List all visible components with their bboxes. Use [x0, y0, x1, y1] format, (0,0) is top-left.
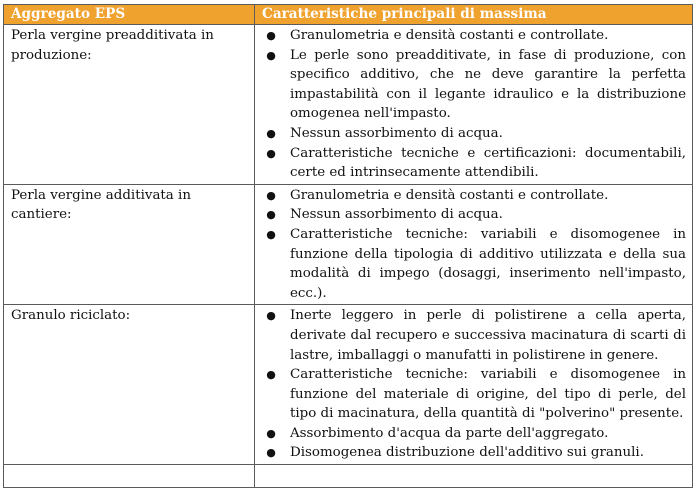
row-features-cell [255, 25, 693, 185]
list-item [262, 205, 686, 225]
bullet-icon: ● [266, 368, 276, 382]
eps-aggregate-table [3, 4, 693, 488]
bullet-icon: ● [266, 446, 276, 460]
header-aggregato-eps: Aggregato EPS [4, 5, 255, 25]
list-item [262, 225, 686, 303]
bullet-icon: ● [266, 309, 276, 323]
header-caratteristiche: Caratteristiche principali di massima [255, 5, 693, 25]
bullet-icon: ● [266, 146, 276, 160]
table-row [4, 25, 693, 185]
feature-list [262, 186, 686, 304]
table-row [4, 184, 693, 305]
list-item [262, 186, 686, 206]
list-item-text: Inerte leggero in perle di polistirene a cella aperta, derivate dal recupero e successiva macinatura di scarti di lastre, imballaggi o manufatti in polistirene in genere. [290, 308, 686, 363]
list-item-text: Caratteristiche tecniche e certificazioni: documentabili, certe ed intrinsecamente attendibili. [290, 145, 686, 181]
bullet-icon: ● [266, 29, 276, 42]
table-row-cut-off [4, 465, 693, 488]
row-features-cell [255, 184, 693, 305]
list-item-text: Granulometria e densità costanti e controllate. [290, 187, 609, 203]
table-row [4, 305, 693, 465]
list-item-text: Le perle sono preadditivate, in fase di produzione, con specifico additivo, che ne deve garantire la perfetta impastabilità con il legante idraulico e la distribuzione omogenea nell'impasto. [290, 47, 686, 122]
row-label-perla-additivata-cantiere: Perla vergine additivata in cantiere: [4, 184, 255, 305]
list-item [262, 424, 686, 444]
bullet-icon: ● [266, 48, 276, 62]
table-header-row [4, 5, 693, 25]
row-label-empty [4, 465, 255, 488]
list-item [262, 443, 686, 463]
list-item [262, 26, 686, 46]
list-item [262, 124, 686, 144]
row-features-empty [255, 465, 693, 488]
list-item [262, 46, 686, 124]
feature-list [262, 306, 686, 463]
list-item-text: Assorbimento d'acqua da parte dell'aggregato. [290, 425, 609, 441]
row-label-perla-preadditivata: Perla vergine preadditivata in produzione: [4, 25, 255, 185]
list-item-text: Nessun assorbimento di acqua. [290, 125, 503, 141]
row-label-granulo-riciclato: Granulo riciclato: [4, 305, 255, 465]
bullet-icon: ● [266, 188, 276, 202]
bullet-icon: ● [266, 227, 276, 241]
list-item-text: Nessun assorbimento di acqua. [290, 207, 503, 223]
row-features-cell [255, 305, 693, 465]
list-item-text: Granulometria e densità costanti e controllate. [290, 28, 609, 43]
list-item-text: Caratteristiche tecniche: variabili e disomogenee in funzione del materiale di origine, del tipo di perle, del tipo di macinatura, della quantità di "polverino" presente. [290, 367, 686, 422]
list-item [262, 144, 686, 183]
feature-list [262, 26, 686, 183]
bullet-icon: ● [266, 208, 276, 222]
bullet-icon: ● [266, 126, 276, 140]
list-item [262, 306, 686, 365]
bullet-icon: ● [266, 426, 276, 440]
list-item-text: Caratteristiche tecniche: variabili e disomogenee in funzione della tipologia di additivo utilizzata e della sua modalità di impego (dosaggi, inserimento nell'impasto, ecc.). [290, 226, 686, 301]
list-item [262, 365, 686, 424]
list-item-text: Disomogenea distribuzione dell'additivo sui granuli. [290, 445, 644, 461]
